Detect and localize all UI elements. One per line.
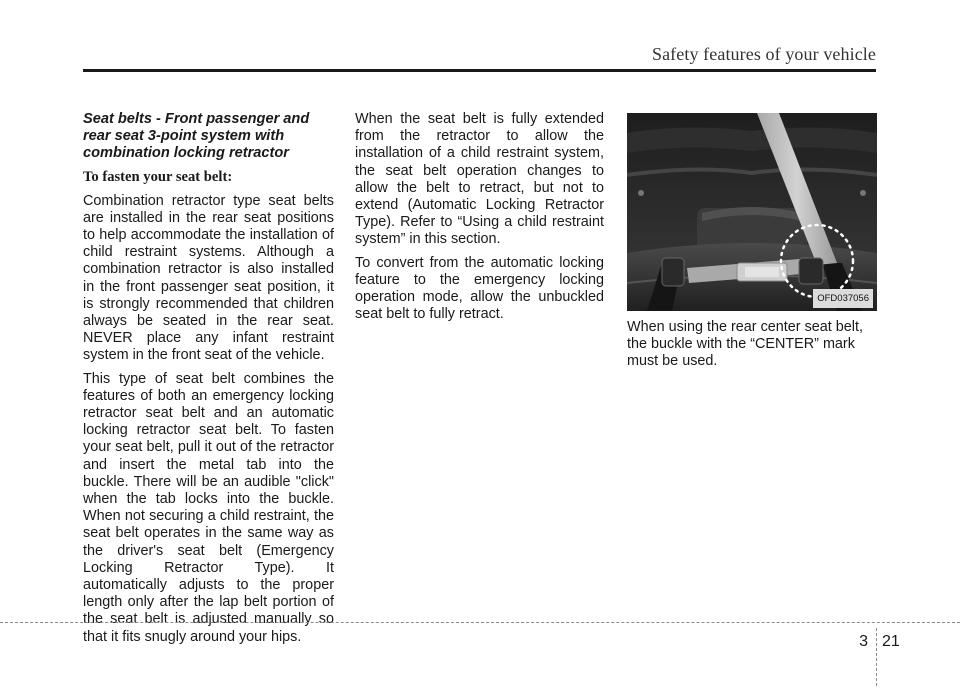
header-rule bbox=[83, 69, 876, 72]
page-number: 21 bbox=[882, 633, 900, 650]
paragraph: Combination retractor type seat belts are installed in the rear seat positions to help accommodate the installation of child restraint systems. Although a combination retractor is also installed in the front passenger seat position, it is strongly recommended that children always be seated in the rear seat. NEVER place any infant restraint system in the front seat of the vehicle. bbox=[83, 192, 334, 364]
column-3 bbox=[627, 111, 877, 377]
section-heading: Seat belts - Front passenger and rear seat 3-point system with combination locking retractor bbox=[83, 111, 310, 161]
column-2 bbox=[355, 111, 604, 323]
chapter-number: 3 bbox=[859, 633, 868, 650]
paragraph: When the seat belt is fully extended from the retractor to allow the installation of a child restraint system, the seat belt operation changes to allow the belt to retract, but not to extend (Automatic Locking Retractor Type). Refer to “Using a child restraint system” in this section. bbox=[355, 111, 604, 248]
page-number-divider bbox=[876, 628, 877, 686]
seat-belt-photo bbox=[627, 113, 877, 311]
paragraph: When using the rear center seat belt, the buckle with the “CENTER” mark must be used. bbox=[627, 319, 863, 370]
column-1 bbox=[83, 111, 334, 646]
footer-rule bbox=[0, 622, 960, 623]
seat-belt-illustration bbox=[627, 113, 877, 311]
sub-heading: To fasten your seat belt: bbox=[83, 169, 233, 186]
running-header: Safety features of your vehicle bbox=[651, 44, 876, 64]
figure-code: OFD037056 bbox=[813, 289, 873, 308]
paragraph: This type of seat belt combines the features of both an emergency locking retractor seat belt and an automatic locking retractor seat belt. To fasten your seat belt, pull it out of the retractor and insert the metal tab into the buckle. There will be an audible "click" when the tab locks into the buckle. When not securing a child restraint, the seat belt operates in the same way as the driver's seat belt (Emergency Locking Retractor Type). It automatically adjusts to the proper length only after the lap belt portion of the seat belt is adjusted manually so that it fits snugly around your hips. bbox=[83, 370, 334, 645]
paragraph: To convert from the automatic locking feature to the emergency locking operation mode, allow the unbuckled seat belt to fully retract. bbox=[355, 254, 604, 323]
